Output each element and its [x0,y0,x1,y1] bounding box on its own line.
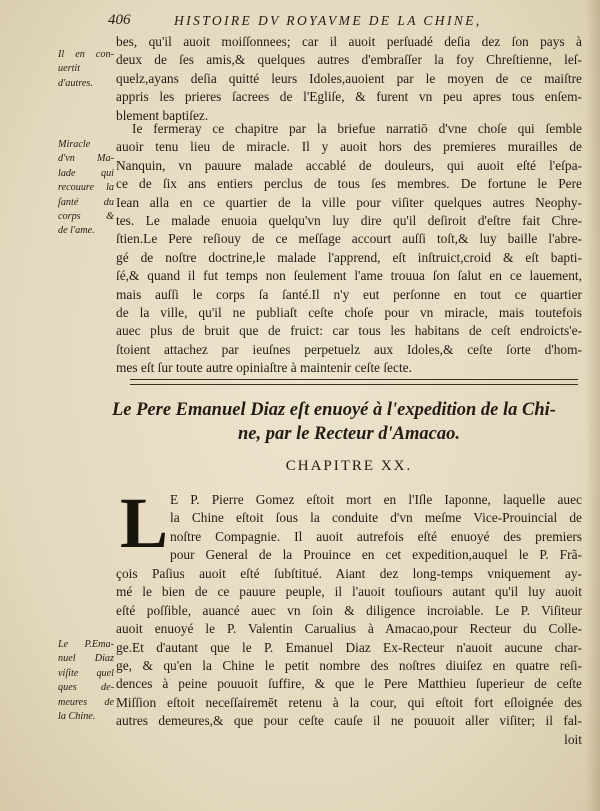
margin-note-line: uertit [58,63,81,75]
margin-note-line: Le P.Ema- [58,639,114,650]
text-line: mes eſt ſur toute autre opiniaſtre à maintenir ceſte ſecte. [116,360,412,376]
text-line: eſté poſſible, auancé auec vn ſoin & diligence incroiable. Le P. Viſiteur [116,602,582,618]
text-line: quelz,ayans deſia quitté leurs Idoles,auoient par le moyen de ce maiſtre [116,70,582,86]
page-number: 406 [108,12,131,28]
text-line: ſtien.Le Pere reſiouy de ce meſſage accourt auſſi toſt,& luy baille l'abre- [116,231,582,247]
text-line: Nanquin, vn pauure malade accablé de douleurs, qui auoit eſté l'eſpa- [116,157,582,173]
text-line: ce de ſix ans entiers perclus de tous ſes membres. De fortune le Pere [116,176,582,192]
margin-note-diaz [58,638,114,724]
margin-note-line: recouure la [58,182,114,194]
text-line: deux de ſes amis,& quelques autres d'embraſſer la foy Chreſtienne, leſ- [116,52,582,68]
margin-note-line: lade qui [58,167,114,179]
text-line: la Chine eſtoit ſous la conduite d'vn meſme Vice-Prouincial de [170,510,582,526]
page-header [108,12,578,34]
chapter-body-indented [170,491,582,565]
margin-note-friends [58,48,114,91]
chapter-heading-line: ne, par le Recteur d'Amacao. [238,424,460,444]
chapter-heading-line: Le Pere Emanuel Diaz eſt enuoyé à l'expedition de la Chi- [112,400,556,420]
text-line: ſé,& quand il fut temps non ſeulement l'ame trouua ſon ſalut en ce lauement, [116,268,582,284]
text-line: gé de noſtre doctrine,le malade l'apprend, eſt inſtruict,croid & eſt bapti- [116,249,582,265]
text-line: E P. Pierre Gomez eſtoit mort en l'Iſle Iaponne, laquelle auec [170,492,582,507]
text-line: tes. Le malade enuoia quelqu'vn luy dire qu'il deſiroit d'eſtre fait Chre- [116,213,582,229]
paragraph-top [116,33,582,125]
text-line: Iean alla en ce quartier de la ville pour viſiter quelques autres Neophy- [116,194,582,210]
margin-note-line: Miracle [58,139,91,150]
margin-note-line: de l'ame. [58,225,95,237]
margin-note-line: d'autres. [58,77,93,89]
running-title: HISTOIRE DV ROYAVME DE LA CHINE, [174,13,482,28]
text-line: ſtoient attachez par ieuſnes perpetuelz aux Idoles,& ceſte ſorte d'hom- [116,341,582,357]
chapter-body [116,565,582,749]
margin-note-line: nuel Diaz [58,653,114,665]
text-line: mé le bien de ce pauure peuple, il l'auoit touſiours autant qu'il luy auoit [116,584,582,600]
text-line: noſtre Compagnie. Il auoit autrefois eſté enuoyé des premiers [170,528,582,544]
text-line: auec plus de bruit que de fruict: car tous les habitans de ceſt endroicts'e- [116,323,582,339]
catchword: loit [564,731,582,747]
text-line: appris les prieres ſacrees de l'Egliſe, & furent vn peu apres tous enſem- [116,89,582,105]
section-divider-rule [130,379,578,385]
margin-note-line: corps & [58,211,114,223]
text-line: blement baptiſez. [116,107,209,123]
margin-note-line: Il en con- [58,49,114,60]
text-line: de la ville, qu'il ne publiaſt ceſte choſe pour vn miracle, mais toutefois [116,305,582,321]
text-line: Ie fermeray ce chapitre par la briefue narratiō d'vne choſe qui ſemble [132,121,582,136]
text-line: autres demeures,& que pour ceſte cauſe il ne pouuoit aller viſiter; il fal- [116,713,582,729]
text-line: ge, & qu'en la Chine le petit nombre des noſtres diuiſez en quatre reſi- [116,658,582,674]
margin-note-line: la Chine. [58,711,96,723]
margin-note-line: meures de [58,696,114,708]
text-line: dences à peine pouuoit ſuffire, & que le Pere Matthieu ſuperieur de ceſte [116,676,582,692]
margin-note-miracle [58,138,114,239]
margin-note-line: viſite quel [58,667,114,679]
text-line: pour General de la Prouince en cet expedition,auquel le P. Frã- [170,547,582,563]
text-line: çois Paſius auoit eſté ſubſtitué. Aiant dez long-temps vniquement ay- [116,566,582,581]
chapter-heading [112,398,586,446]
text-line: auoir tenu lieu de miracle. Il y auoit hors des premieres murailles de [116,139,582,155]
text-line: bes, qu'il auoit moiſſonnees; car il auoit perſuadé deſia dez ſon pays à [116,34,582,49]
margin-note-line: ſanté du [58,196,114,208]
text-line: auoit enuoyé le P. Valentin Carualius à Amacao,pour Recteur du Colle- [116,621,582,637]
chapter-label: CHAPITRE XX. [285,458,413,474]
margin-note-line: ques de- [58,682,114,694]
page-edge-shading [586,0,600,811]
paragraph-miracle [116,120,582,378]
text-line: ge.Et d'autant que le P. Emanuel Diaz Ex-Recteur n'auoit aucune char- [116,639,582,655]
margin-note-line: d'vn Ma- [58,153,114,165]
text-line: mais auſſi le corps ſa ſanté.Il n'y eut perſonne en tout ce quartier [116,286,582,302]
text-line: Miſſion eſtoit neceſſairemēt retenu à la cour, qui eſtoit fort eſloignée des [116,694,582,710]
drop-cap-letter: L [120,483,169,563]
